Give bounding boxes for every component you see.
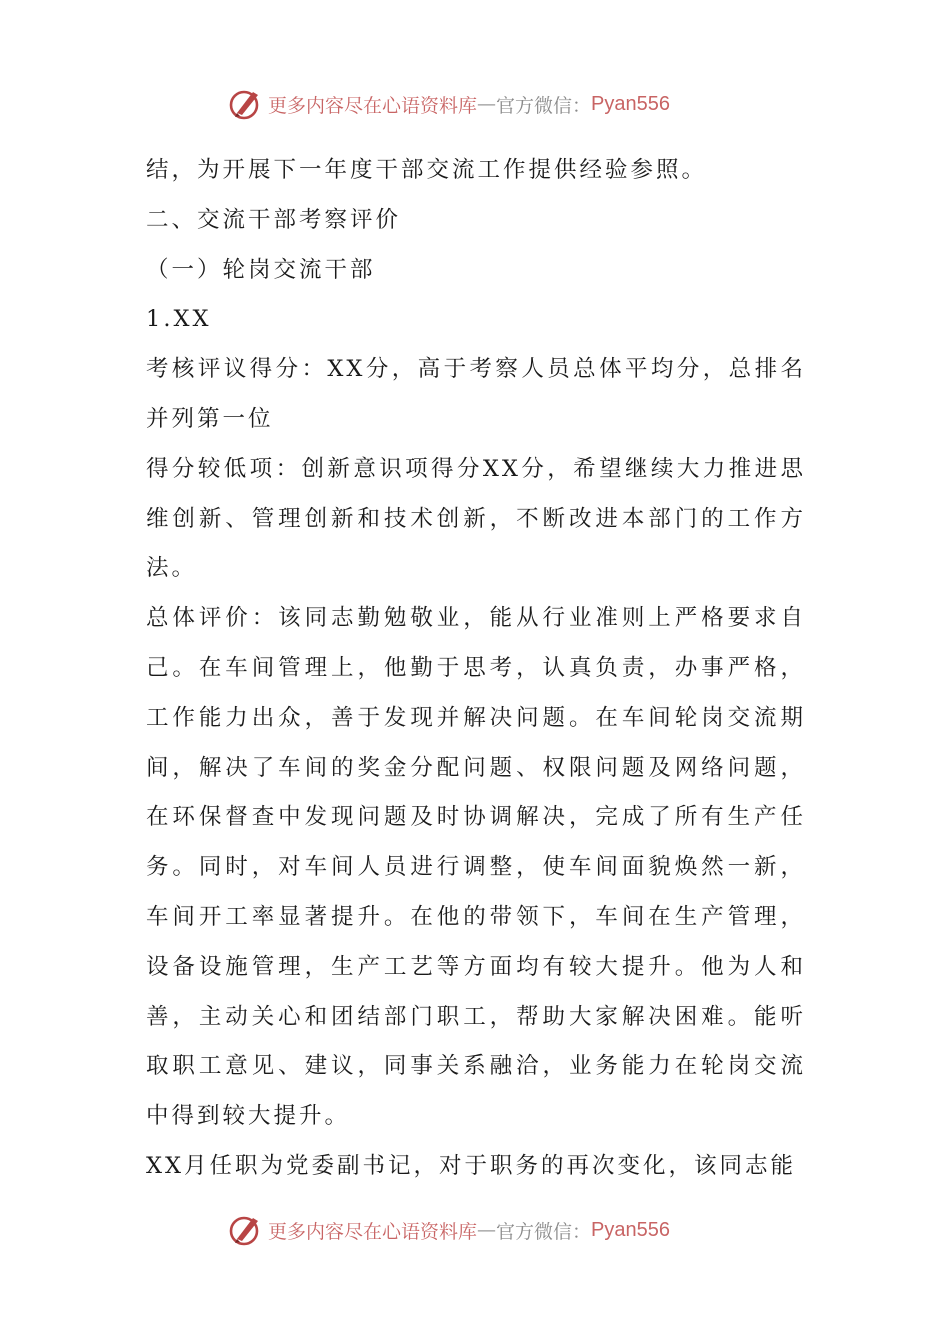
paragraph-appointment: XX月任职为党委副书记，对于职务的再次变化，该同志能 (146, 1152, 797, 1179)
watermark-wechat-label: 官方微信： (496, 94, 592, 117)
item-heading: 1.XX (146, 306, 212, 333)
pen-logo-icon (228, 86, 264, 122)
paragraph-low-score: 得分较低项：创新意识项得分XX分，希望继续大力推进思维创新、管理创新和技术创新，不断改进本部门的工作方法。 (146, 455, 806, 582)
pen-logo-icon (228, 1212, 264, 1248)
header-watermark (228, 86, 670, 122)
section-heading: 二、交流干部考察评价 (146, 206, 402, 233)
paragraph-score: 考核评议得分：XX分，高于考察人员总体平均分，总排名并列第一位 (146, 356, 806, 432)
watermark-wechat-id: Pyan556 (591, 92, 670, 115)
document-body (146, 146, 806, 1192)
watermark-site-text: 更多内容尽在心语资料库 (268, 1220, 478, 1243)
paragraph-continuation: 结，为开展下一年度干部交流工作提供经验参照。 (146, 157, 708, 183)
watermark-separator: — (477, 1219, 497, 1241)
footer-watermark (228, 1212, 670, 1248)
watermark-site-text: 更多内容尽在心语资料库 (268, 94, 478, 117)
watermark-separator: — (477, 93, 497, 115)
watermark-wechat-id: Pyan556 (591, 1218, 670, 1241)
paragraph-evaluation: 总体评价：该同志勤勉敬业，能从行业准则上严格要求自己。在车间管理上，他勤于思考，认真负责，办事严格，工作能力出众，善于发现并解决问题。在车间轮岗交流期间，解决了车间的奖金分配问题、权限问题及网络问题，在环保督查中发现问题及时协调解决，完成了所有生产任务。同时，对车间人员进行调整，使车间面貌焕然一新，车间开工率显著提升。在他的带领下，车间在生产管理，设备设施管理，生产工艺等方面均有较大提升。他为人和善，主动关心和团结部门职工，帮助大家解决困难。能听取职工意见、建议，同事关系融洽，业务能力在轮岗交流中得到较大提升。 (146, 605, 806, 1130)
subsection-heading: （一）轮岗交流干部 (146, 256, 376, 283)
watermark-wechat-label: 官方微信： (496, 1220, 592, 1243)
